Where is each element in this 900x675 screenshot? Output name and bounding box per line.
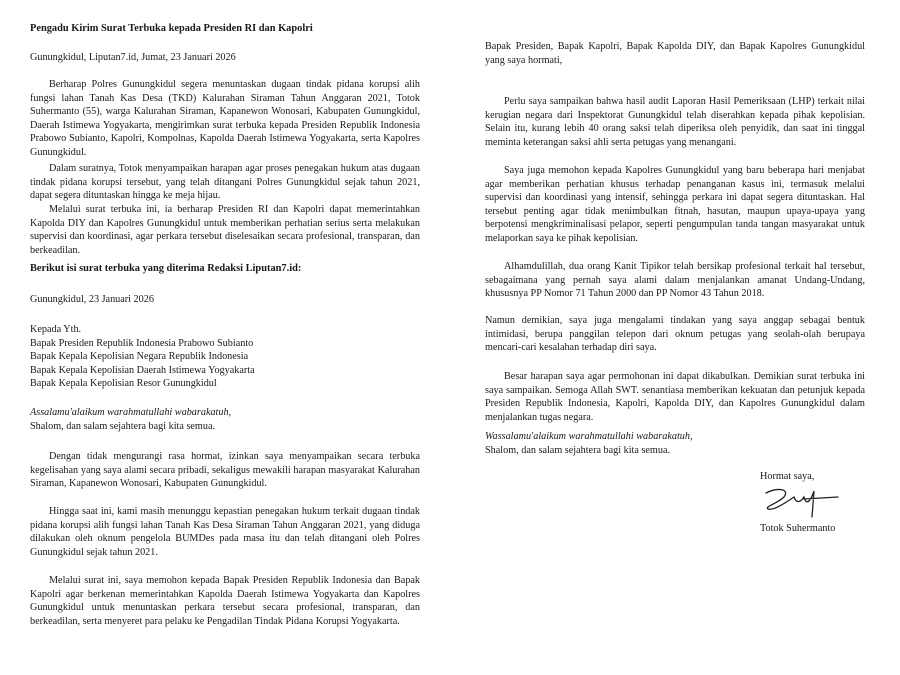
recipient-line: Bapak Presiden Republik Indonesia Prabowo Subianto: [30, 337, 254, 349]
signoff-block: [760, 470, 880, 484]
greeting-general: Shalom, dan salam sejahtera bagi kita semua.: [30, 420, 216, 432]
letter-paragraph: Perlu saya sampaikan bahwa hasil audit Laporan Hasil Pemeriksaan (LHP) terkait nilai kerugian negara dari Inspektorat Gunungkidul telah diserahkan kepada pihak kepolisian. Selain itu, kurang lebih 40 orang saksi telah diperiksa oleh penyidik, dan saat ini tinggal meminta keterangan saksi ahli serta petugas yang menangani.: [485, 96, 865, 148]
letter-paragraph: Dengan tidak mengurangi rasa hormat, izinkan saya menyampaikan secara terbuka kegelisahan yang saya alami secara pribadi, sekaligus mewakili harapan masyarakat Kalurahan Siraman, Kapanewon Wonosari, Kabupaten Gunungkidul.: [30, 451, 420, 490]
letter-paragraph: Melalui surat ini, saya memohon kepada Bapak Presiden Republik Indonesia dan Bapak Kapolri agar berkenan memerintahkan Kapolda Daerah Istimewa Yogyakarta dan Kapolres Gunungkidul untuk menuntaskan perkara tersebut secara profesional, transparan, dan berkeadilan, serta menyeret para pelaku ke Pengadilan Tindak Pidana Korupsi Yogyakarta.: [30, 575, 420, 627]
article-paragraph: Dalam suratnya, Totok menyampaikan harapan agar proses penegakan hukum atas dugaan tindak pidana korupsi tersebut, yang telah ditangani Polres Gunungkidul sejak tahun 2021, dapat segera dituntaskan hingga ke meja hijau.: [30, 163, 420, 202]
signer-block: [760, 522, 835, 536]
recipient-line: Bapak Kepala Kepolisian Resor Gunungkidul: [30, 378, 217, 390]
article-paragraph: Melalui surat terbuka ini, ia berharap Presiden RI dan Kapolri dapat memerintahkan Kapolda DIY dan Kapolres Gunungkidul untuk memberikan perhatian serius serta melakukan supervisi dan koordinasi, agar perkara tersebut diselesaikan secara profesional, transparan, dan berkeadilan.: [30, 204, 420, 256]
article-subheading: Berikut isi surat terbuka yang diterima Redaksi Liputan7.id:: [30, 263, 302, 274]
signer-name: Totok Suhermanto: [760, 523, 836, 534]
article-dateline: Gunungkidul, Liputan7.id, Jumat, 23 Januari 2026: [30, 52, 236, 63]
recipient-line: Bapak Kepala Kepolisian Negara Republik Indonesia: [30, 351, 249, 363]
closing-general: Shalom, dan salam sejahtera bagi kita semua.: [485, 444, 671, 456]
letter-greeting: [30, 406, 231, 433]
letter-date: Gunungkidul, 23 Januari 2026: [30, 294, 154, 305]
letter-paragraph: Namun demikian, saya juga mengalami tindakan yang saya anggap sebagai bentuk intimidasi, berupa panggilan telepon dari oknum petugas yang seolah-olah berupaya mencari-cari kesalahan terhadap diri saya.: [485, 315, 865, 354]
letter-paragraph: Besar harapan saya agar permohonan ini dapat dikabulkan. Demikian surat terbuka ini saya sampaikan. Semoga Allah SWT. senantiasa memberikan kekuatan dan petunjuk kepada Presiden Republik Indonesia, Kapolri, Kapolda DIY, dan Kapolres Gunungkidul dalam menjalankan tugas negara.: [485, 371, 865, 423]
article-title: Pengadu Kirim Surat Terbuka kepada Presiden RI dan Kapolri: [30, 23, 313, 34]
closing-islamic: Wassalamu'alaikum warahmatullahi wabarakatuh,: [485, 431, 693, 442]
greeting-islamic: Assalamu'alaikum warahmatullahi wabarakatuh,: [30, 407, 232, 418]
letter-paragraph: Alhamdulillah, dua orang Kanit Tipikor telah bersikap profesional terkait hal tersebut, sebagaimana yang pernah saya alami dalam menjalankan amanat Undang-Undang, khususnya PP Nomor 71 Tahun 2000 dan PP Nomor 43 Tahun 2018.: [485, 261, 865, 300]
recipient-line: Bapak Kepala Kepolisian Daerah Istimewa Yogyakarta: [30, 364, 255, 376]
letter-salutation: Bapak Presiden, Bapak Kapolri, Bapak Kapolda DIY, dan Bapak Kapolres Gunungkidul yang saya hormati,: [485, 41, 865, 66]
signature-icon: [760, 483, 840, 519]
recipient-line: Kepada Yth.: [30, 324, 82, 335]
letter-closing: [485, 430, 693, 457]
signoff-text: Hormat saya,: [760, 471, 815, 482]
letter-recipients: [30, 323, 255, 391]
article-paragraph: Berharap Polres Gunungkidul segera menuntaskan dugaan tindak pidana korupsi alih fungsi lahan Tanah Kas Desa (TKD) Kalurahan Siraman Tahun Anggaran 2021, Totok Suhermanto (55), warga Kalurahan Siraman, Kapanewon Wonosari, Kabupaten Gunungkidul, Daerah Istimewa Yogyakarta, mengirimkan surat terbuka kepada Presiden Republik Indonesia Prabowo Subianto, Kapolri, Kompolnas, Kapolda Daerah Istimewa Yogyakarta, serta Kapolres Gunungkidul.: [30, 79, 420, 158]
letter-paragraph: Hingga saat ini, kami masih menunggu kepastian penegakan hukum terkait dugaan tindak pidana korupsi alih fungsi lahan Tanah Kas Desa Siraman Tahun Anggaran 2021, yang diduga dilakukan oleh oknum pengelola BUMDes pada masa itu dan telah ditangani oleh Polres Gunungkidul sejak tahun 2021.: [30, 506, 420, 558]
letter-paragraph: Saya juga memohon kepada Kapolres Gunungkidul yang baru beberapa hari menjabat agar memberikan perhatian khusus terhadap penanganan kasus ini, termasuk melalui supervisi dan koordinasi yang intensif, sehingga perkara ini dapat segera dituntaskan. Hal tersebut penting agar tidak menimbulkan fitnah, hasutan, maupun upaya-upaya yang berpotensi mengkriminalisasi pelapor, seperti pengumpulan tanda tangan masyarakat untuk melaporkan saya ke pihak kepolisian.: [485, 165, 865, 244]
